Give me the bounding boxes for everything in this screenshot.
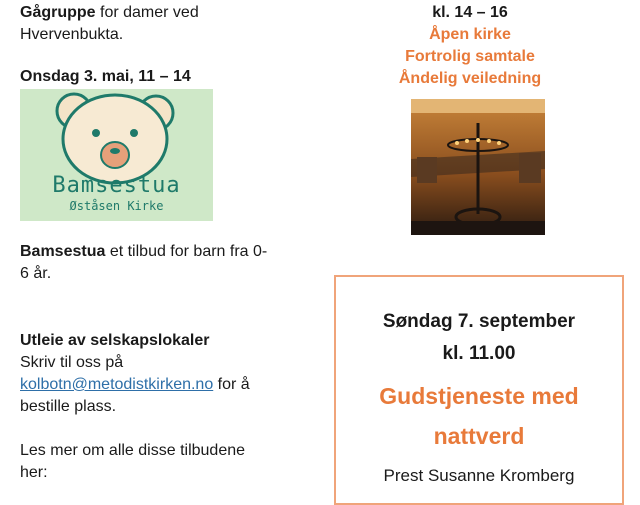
logo-subtitle: Øståsen Kirke [69,199,164,213]
open-church-item-2: Fortrolig samtale [405,48,535,65]
utleie-text-line3: bestille plass. [20,398,117,415]
event-time: kl. 11.00 [442,343,516,364]
event-title-line1: Gudstjeneste med [379,383,579,409]
gagruppe-text: for damer ved [95,4,199,21]
email-link[interactable]: kolbotn@metodistkirken.no [20,376,214,393]
open-church-time: kl. 14 – 16 [432,4,508,21]
lesmer-paragraph [20,440,320,484]
bamsestua-logo [20,89,213,221]
open-church-item-1: Åpen kirke [429,26,511,43]
event-box [334,275,624,505]
utleie-heading: Utleie av selskapslokaler [20,332,210,349]
gagruppe-text-line2: Hvervenbukta. [20,26,124,43]
utleie-text-line1: Skriv til oss på [20,354,124,371]
utleie-paragraph [20,330,320,418]
utleie-text-line2: for å [213,376,250,393]
logo-title: Bamsestua [52,173,181,198]
event-title-line2: nattverd [433,423,525,449]
event-priest: Prest Susanne Kromberg [383,466,575,485]
gagruppe-paragraph [20,2,280,46]
church-interior-photo [411,99,545,235]
onsdag-heading: Onsdag 3. mai, 11 – 14 [20,68,191,85]
lesmer-text-line2: her: [20,464,48,481]
bamsestua-heading: Bamsestua [20,243,106,260]
bamsestua-paragraph [20,241,300,285]
open-church-item-3: Åndelig veiledning [398,70,542,87]
bamsestua-text-line2: 6 år. [20,265,52,282]
lesmer-text-line1: Les mer om alle disse tilbudene [20,442,246,459]
bamsestua-text: et tilbud for barn fra 0- [105,243,268,260]
event-date: Søndag 7. september [382,311,576,332]
gagruppe-heading: Gågruppe [20,4,96,21]
